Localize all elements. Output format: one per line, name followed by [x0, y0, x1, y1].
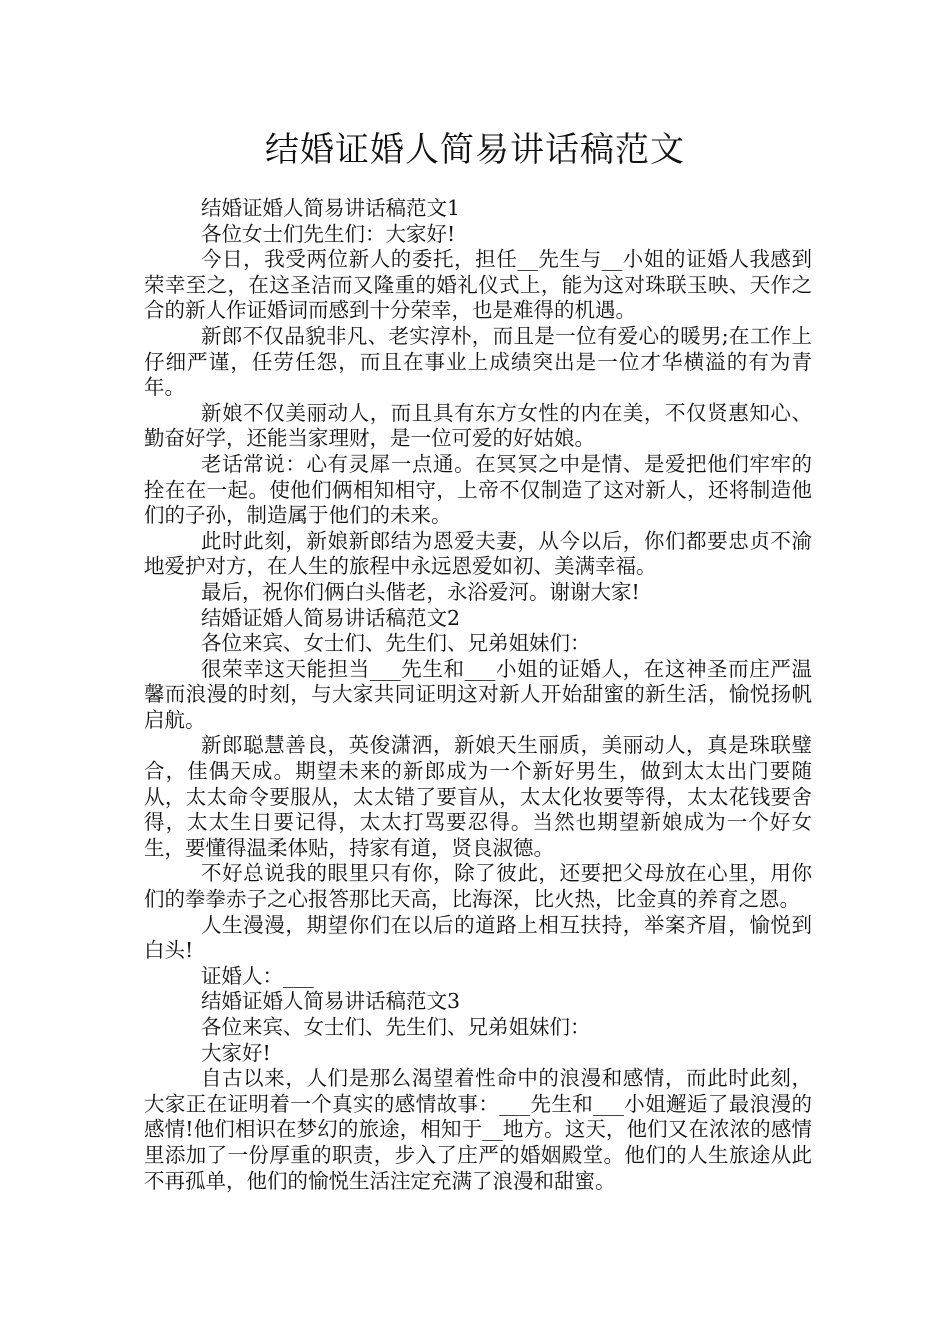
paragraph-greeting-2: 各位来宾、女士们、先生们、兄弟姐妹们： [201, 631, 591, 656]
section-heading-2: 结婚证婚人简易讲话稿范文2 [201, 605, 461, 630]
paragraph: 新娘不仅美丽动人，而且具有东方女性的内在美，不仅贤惠知心、勤奋好学，还能当家理财，是一位可爱的好姑娘。 [144, 400, 812, 451]
paragraph-greeting-1: 各位女士们先生们：大家好! [201, 221, 456, 246]
paragraph: 最后，祝你们俩白头偕老，永浴爱河。谢谢大家! [201, 579, 640, 604]
section-heading-3: 结婚证婚人简易讲话稿范文3 [201, 989, 461, 1014]
paragraph: 新郎聪慧善良，英俊潇洒，新娘天生丽质，美丽动人，真是珠联璧合，佳偶天成。期望未来的新郎成为一个新好男生，做到太太出门要随从，太太命令要服从，太太错了要盲从，太太化妆要等得，太太花钱要舍得，太太生日要记得，太太打骂要忍得。当然也期望新娘成为一个好女生，要懂得温柔体贴，持家有道，贤良淑德。 [144, 733, 812, 860]
paragraph: 自古以来，人们是那么渴望着性命中的浪漫和感情，而此时此刻，大家正在证明着一个真实的感情故事：___先生和___小姐邂逅了最浪漫的感情!他们相识在梦幻的旅途，相知于__地方。这天，他们又在浓浓的感情里添加了一份厚重的职责，步入了庄严的婚姻殿堂。他们的人生旅途从此不再孤单，他们的愉悦生活注定充满了浪漫和甜蜜。 [144, 1066, 812, 1193]
paragraph: 不好总说我的眼里只有你，除了彼此，还要把父母放在心里，用你们的拳拳赤子之心报答那比天高，比海深，比火热，比金真的养育之恩。 [144, 861, 812, 912]
paragraph-greeting-3: 各位来宾、女士们、先生们、兄弟姐妹们： [201, 1015, 591, 1039]
document-body [144, 196, 812, 1194]
paragraph: 老话常说：心有灵犀一点通。在冥冥之中是情、是爱把他们牢牢的拴在在一起。使他们俩相知相守，上帝不仅制造了这对新人，还将制造他们的子孙，制造属于他们的未来。 [144, 451, 812, 528]
paragraph: 新郎不仅品貌非凡、老实淳朴，而且是一位有爱心的暖男;在工作上仔细严谨，任劳任怨，而且在事业上成绩突出是一位才华横溢的有为青年。 [144, 323, 812, 400]
paragraph: 大家好! [201, 1040, 271, 1065]
paragraph: 很荣幸这天能担当___先生和___小姐的证婚人，在这神圣而庄严温馨而浪漫的时刻，与大家共同证明这对新人开始甜蜜的新生活，愉悦扬帆启航。 [144, 656, 812, 732]
paragraph: 人生漫漫，期望你们在以后的道路上相互扶持，举案齐眉，愉悦到白头! [144, 912, 812, 963]
paragraph-signature: 证婚人：___ [201, 963, 314, 988]
paragraph: 此时此刻，新娘新郎结为恩爱夫妻，从今以后，你们都要忠贞不渝地爱护对方，在人生的旅程中永远恩爱如初、美满幸福。 [144, 528, 812, 579]
document-title: 结婚证婚人简易讲话稿范文 [265, 130, 685, 170]
paragraph: 今日，我受两位新人的委托，担任__先生与__小姐的证婚人我感到荣幸至之，在这圣洁而又隆重的婚礼仪式上，能为这对珠联玉映、天作之合的新人作证婚词而感到十分荣幸，也是难得的机遇。 [144, 247, 812, 323]
section-heading-1: 结婚证婚人简易讲话稿范文1 [201, 196, 461, 220]
